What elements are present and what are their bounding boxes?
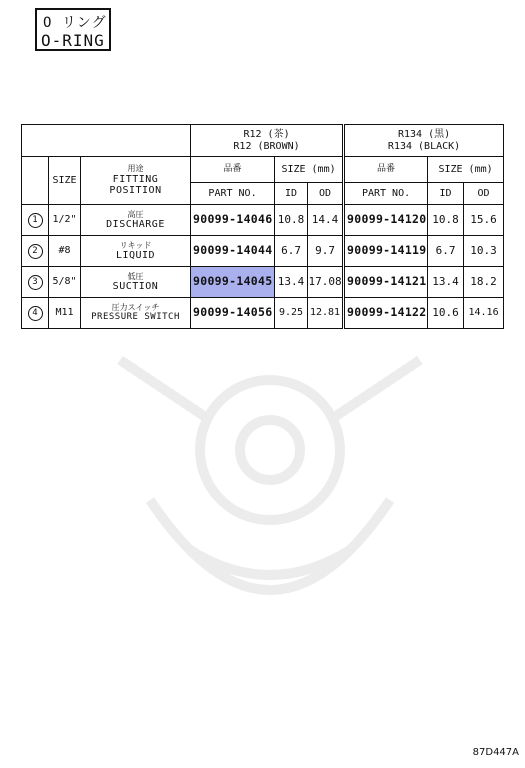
watermark-emblem	[90, 300, 450, 680]
title-en: O-RING	[41, 31, 105, 50]
row-position	[81, 205, 191, 236]
title-box	[35, 8, 111, 51]
row-number: 1	[28, 213, 43, 228]
r134-od: 18.2	[464, 267, 504, 298]
position-en: DISCHARGE	[106, 218, 165, 230]
r134-id: 6.7	[428, 236, 464, 267]
r134-part-number-link[interactable]: 90099-14119	[344, 236, 428, 267]
r12-id: 6.7	[275, 236, 308, 267]
r134-jp: R134 (黒)	[397, 129, 451, 140]
row-position	[81, 267, 191, 298]
row-number: 3	[28, 275, 43, 290]
position-jp: 圧力スイッチ	[111, 303, 160, 313]
r134-en: R134 (BLACK)	[387, 140, 461, 152]
empty-corner	[22, 125, 191, 157]
position-jp: リキッド	[119, 240, 152, 250]
row-number: 2	[28, 244, 43, 259]
fitting-en1: FITTING	[112, 173, 159, 185]
r12-id: 9.25	[275, 298, 308, 329]
r134-partno-en: PART NO.	[344, 183, 428, 205]
row-number: 4	[28, 306, 43, 321]
row-size: M11	[49, 298, 81, 329]
r134-id: 13.4	[428, 267, 464, 298]
position-en: SUCTION	[112, 280, 159, 292]
table-row	[22, 205, 504, 236]
r12-od-header: OD	[308, 183, 344, 205]
r12-od: 9.7	[308, 236, 344, 267]
r12-id-header: ID	[275, 183, 308, 205]
fitting-header	[81, 157, 191, 205]
r12-part-number-link[interactable]: 90099-14044	[191, 236, 275, 267]
table-row	[22, 267, 504, 298]
r134-group-header	[344, 125, 504, 157]
diagram-code: 87D447A	[472, 747, 519, 758]
r134-od-header: OD	[464, 183, 504, 205]
r12-od: 14.4	[308, 205, 344, 236]
r12-id: 13.4	[275, 267, 308, 298]
blank-no-header	[22, 157, 49, 205]
oring-parts-table	[21, 124, 504, 329]
r12-jp: R12 (茶)	[243, 129, 290, 140]
r12-size-mm: SIZE (mm)	[275, 157, 344, 183]
size-header: SIZE	[49, 157, 81, 205]
r12-part-number-link-highlighted[interactable]: 90099-14045	[191, 267, 275, 298]
row-size: #8	[49, 236, 81, 267]
title-jp: O リング	[43, 15, 107, 31]
table-row	[22, 236, 504, 267]
position-en: LIQUID	[115, 249, 156, 261]
position-jp: 低圧	[127, 271, 144, 281]
r134-size-mm: SIZE (mm)	[428, 157, 504, 183]
position-jp: 高圧	[127, 209, 144, 219]
r12-part-number-link[interactable]: 90099-14046	[191, 205, 275, 236]
r12-od: 12.81	[308, 298, 344, 329]
r12-part-number-link[interactable]: 90099-14056	[191, 298, 275, 329]
row-position	[81, 298, 191, 329]
r134-id: 10.6	[428, 298, 464, 329]
row-size: 1/2"	[49, 205, 81, 236]
r134-partno-jp: 品番	[344, 157, 428, 183]
r12-en: R12 (BROWN)	[233, 140, 300, 152]
r134-od: 14.16	[464, 298, 504, 329]
r134-part-number-link[interactable]: 90099-14122	[344, 298, 428, 329]
row-position	[81, 236, 191, 267]
table-row	[22, 298, 504, 329]
r134-id-header: ID	[428, 183, 464, 205]
r134-od: 15.6	[464, 205, 504, 236]
r134-part-number-link[interactable]: 90099-14120	[344, 205, 428, 236]
r12-partno-jp: 品番	[191, 157, 275, 183]
row-size: 5/8"	[49, 267, 81, 298]
r12-id: 10.8	[275, 205, 308, 236]
r12-od: 17.08	[308, 267, 344, 298]
r12-group-header	[191, 125, 344, 157]
r134-id: 10.8	[428, 205, 464, 236]
position-en: PRESSURE SWITCH	[91, 312, 180, 323]
r12-partno-en: PART NO.	[191, 183, 275, 205]
fitting-en2: POSITION	[109, 185, 162, 197]
r134-part-number-link[interactable]: 90099-14121	[344, 267, 428, 298]
fitting-jp: 用途	[127, 164, 144, 174]
r134-od: 10.3	[464, 236, 504, 267]
